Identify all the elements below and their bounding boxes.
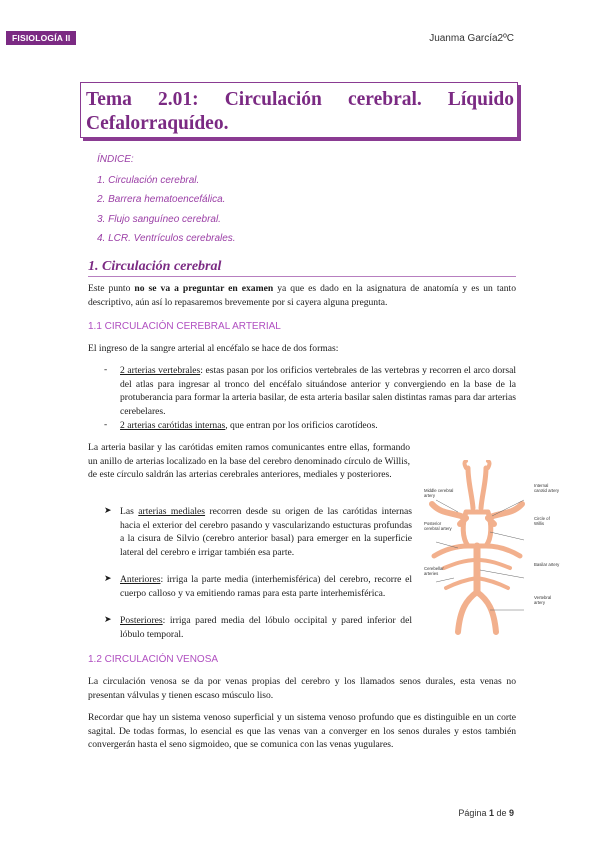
bullet-mediales: Las arterias mediales recorren desde su origen de las carótidas internas hacia el exterior del cerebro pasando y vascularizando estucturas profundas a la cisura de Silvio (cerebro anterior basal) para emerger en la superficie lateral del cerebro e irrigar también esa parte. — [120, 506, 412, 558]
section-divider — [88, 276, 516, 277]
arrow-bullet-icon: ➤ — [104, 573, 112, 583]
label-circle-willis: Circle of Willis — [534, 516, 550, 526]
index-item[interactable]: 4. LCR. Ventrículos cerebrales. — [97, 233, 236, 244]
label-middle-cerebral: Middle cerebral artery — [424, 488, 454, 498]
bullet-dash: - — [104, 364, 108, 375]
label-internal-carotid: Internal carotid artery — [534, 483, 560, 493]
label-cerebellar: Cerebellar arteries — [424, 566, 444, 576]
bullet-posteriores: Posteriores: irriga pared media del lóbulo occipital y pared inferior del lóbulo temporal. — [120, 615, 412, 640]
page-title-line2: Cefalorraquídeo. — [86, 113, 229, 134]
bullet-anteriores: Anteriores: irriga la parte media (interhemisférica) del cerebro, recorre el cuerpo calloso y va emitiendo ramas para esta parte interhemisférica. — [120, 574, 412, 599]
index-item[interactable]: 3. Flujo sanguíneo cerebral. — [97, 214, 221, 225]
arrow-bullet-icon: ➤ — [104, 505, 112, 515]
bullet-vertebrales: 2 arterias vertebrales: estas pasan por los orificios vertebrales de las vertebras y recorren el arco dorsal del atlas para ingresar al tronco del encéfalo situándose anterior y convergiendo en la base de la protuberancia para formar la arteria basilar, de esta arteria basilar salen distintas ramas para dar arterias cerebelares. — [120, 365, 516, 417]
subject-badge: FISIOLOGÍA II — [6, 31, 76, 45]
paragraph: La circulación venosa se da por venas propias del cerebro y los llamados senos durales, esta venas no presentan válvulas y tienen escaso músculo liso. — [88, 676, 516, 701]
index-item[interactable]: 2. Barrera hematoencefálica. — [97, 194, 226, 205]
bullet-dash: - — [104, 419, 108, 430]
label-basilar: Basilar artery — [534, 562, 560, 567]
page-title-line1: Tema 2.01: Circulación cerebral. Líquido — [86, 89, 514, 110]
arrow-bullet-icon: ➤ — [104, 614, 112, 624]
author-name: Juanma García2ºC — [429, 33, 514, 44]
index-heading: ÍNDICE: — [97, 154, 134, 165]
intro-paragraph: Este punto no se va a preguntar en examen ya que es dado en la asignatura de anatomía y es un tanto descriptivo, aún así lo repasaremos brevemente por si cayera alguna pregunta. — [88, 283, 516, 308]
label-posterior-cerebral: Posterior cerebral artery — [424, 521, 452, 531]
circle-of-willis-figure — [420, 460, 530, 635]
bullet-carotidas: 2 arterias carótidas internas, que entran por los orificios carotídeos. — [120, 420, 378, 431]
index-item[interactable]: 1. Circulación cerebral. — [97, 175, 200, 186]
page-number: Página 1 de 9 — [458, 808, 514, 818]
paragraph: Recordar que hay un sistema venoso superficial y un sistema venoso profundo que es distinguible en un corte sagital. De todas formas, lo esencial es que las venas van a converger en los senos durales y estos también convergerán hasta el seno sigmoideo, que se comunica con las venas yugulares. — [88, 712, 516, 751]
paragraph: El ingreso de la sangre arterial al encéfalo se hace de dos formas: — [88, 343, 339, 354]
paragraph-willis: La arteria basilar y las carótidas emiten ramos comunicantes entre ellas, formando un anillo de arterias localizado en la base del cerebro denominado círculo de Willis, de este círculo saldrán las arterias cerebrales anteriores, mediales y posteriores. — [88, 442, 410, 481]
subsection-heading: 1.2 CIRCULACIÓN VENOSA — [88, 654, 219, 665]
section-heading: 1. Circulación cerebral — [88, 259, 222, 274]
label-vertebral: Vertebral artery — [534, 595, 552, 605]
subsection-heading: 1.1 CIRCULACIÓN CEREBRAL ARTERIAL — [88, 321, 281, 332]
